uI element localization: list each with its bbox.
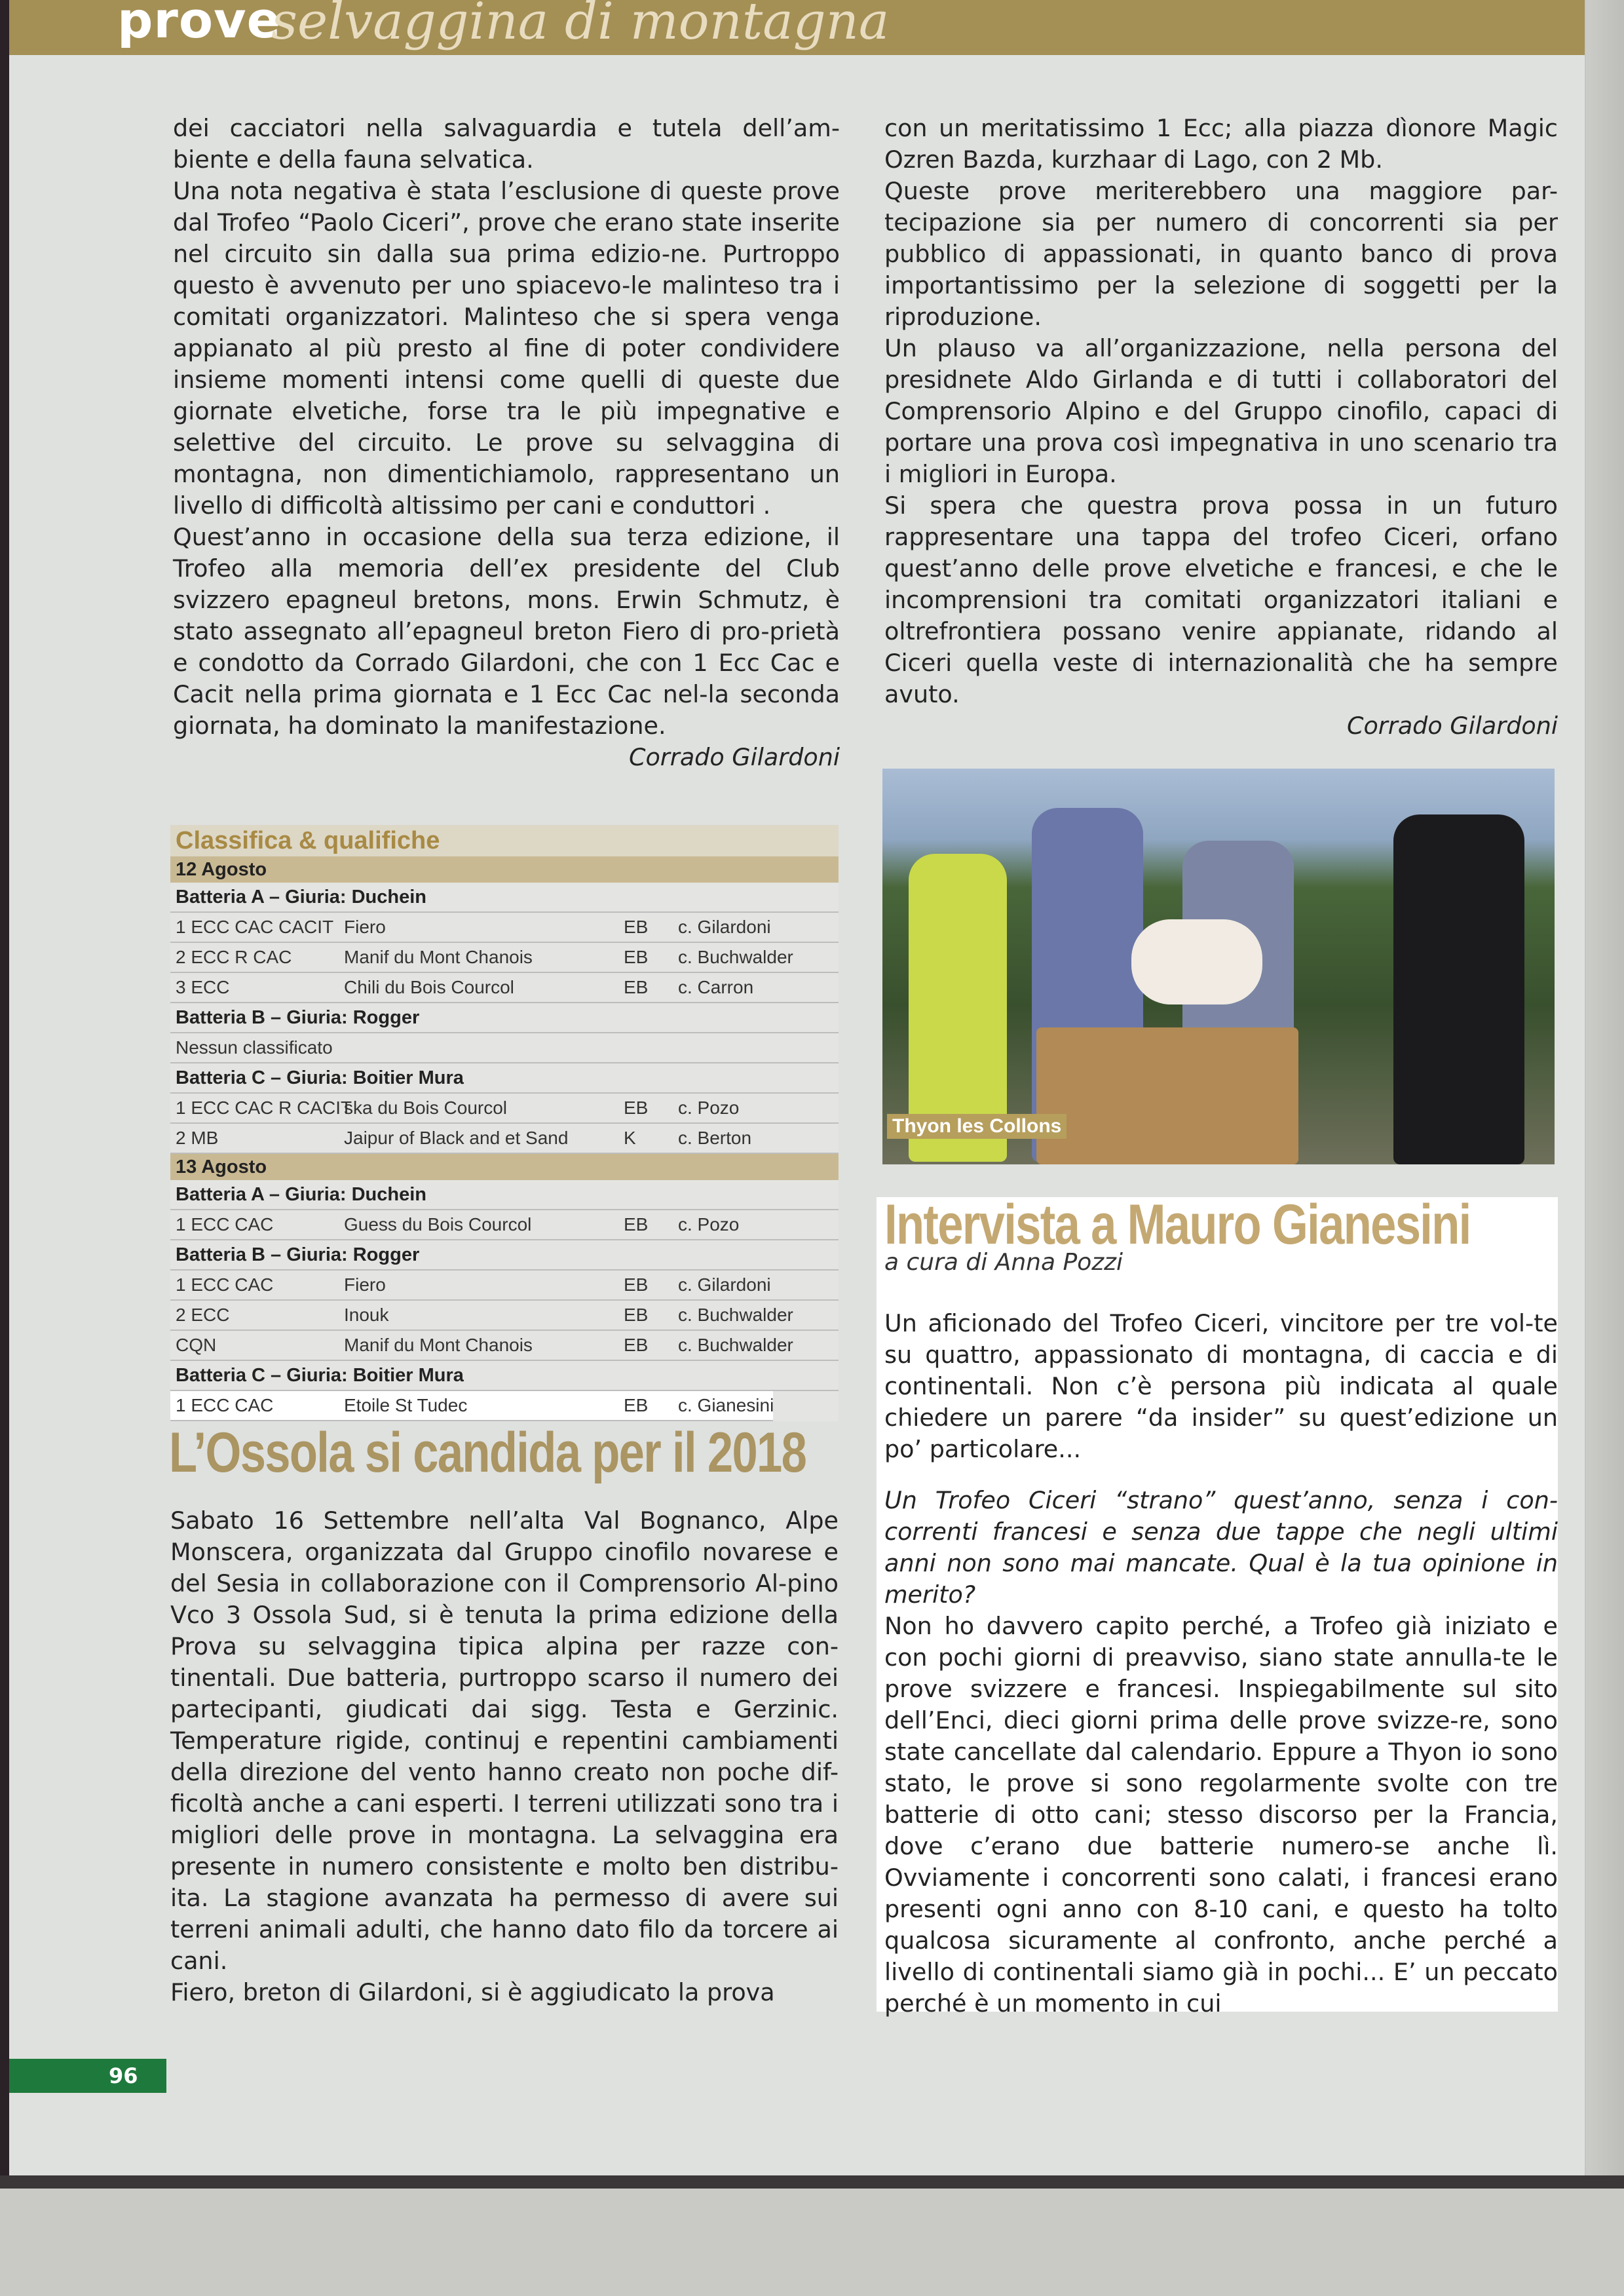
result-cell: 1 ECC CAC	[176, 1395, 274, 1415]
handler-cell: c. Buchwalder	[678, 1335, 793, 1355]
table-group: Batteria A – Giuria: Duchein	[170, 1180, 839, 1210]
left-article-text	[173, 113, 840, 773]
interview-text	[884, 1308, 1558, 2019]
handler-cell: c. Pozo	[678, 1098, 740, 1118]
interview-answer: Non ho davvero capito perché, a Trofeo già iniziato e con pochi giorni di preavviso, siano state annulla-te le prove svizzere e francesi. Inspiegabilmente sul sito dell’Enci, dieci giorni prima delle prove svizze-re, sono state cancellate dal calendario. Eppure a Thyon io sono stato, le prove si sono regolarmente svolte con tre batterie di otto cani; stesso discorso per la Francia, dove c’erano due batterie numero-se anche lì. Ovviamente i concorrenti sono calati, i francesi erano presenti ogni anno con 8-10 cani, e questo ha tolto qualcosa sicuramente al confronto, anche perché a livello di continentali siamo già in pochi... E’ un peccato perché è un momento in cui	[884, 1612, 1558, 2018]
dog-cell: Manif du Mont Chanois	[344, 1335, 533, 1355]
breed-cell: EB	[624, 1214, 649, 1234]
section-title: selvaggina di montagna	[271, 0, 890, 51]
table-group: Batteria C – Giuria: Boitier Mura	[170, 1063, 839, 1094]
table-note: Nessun classificato	[170, 1033, 839, 1063]
result-cell: 1 ECC CAC R CACIT	[176, 1098, 352, 1118]
paragraph: Una nota negativa è stata l’esclusione di queste prove dal Trofeo “Paolo Ciceri”, prove che erano state inserite nel circuito sin dalla sua prima edizio-ne. Purtroppo questo è avvenuto per uno spiacevo-le malinteso tra i comitati organizzatori. Malinteso che si spera venga appianato al più presto al fine di poter condividere insieme momenti intensi come quelli di queste due giornate elvetiche, forse tra le più impegnative e selettive del circuito. Le prove su selvaggina di montagna, non dimentichiamolo, rappresentano un livello di difficoltà altissimo per cani e conduttori .	[173, 177, 840, 520]
table-row	[170, 913, 839, 943]
page-bottom-shadow	[0, 2175, 1624, 2189]
paragraph: Un plauso va all’organizzazione, nella persona del presidnete Aldo Girlanda e di tutti i collaboratori del Comprensorio Alpino e del Gruppo cinofilo, capaci di portare una prova così impegnativa in uno scenario tra i migliori in Europa.	[884, 334, 1558, 488]
result-cell: 1 ECC CAC CACIT	[176, 917, 334, 937]
paragraph: Quest’anno in occasione della sua terza edizione, il Trofeo alla memoria dell’ex presidente del Club svizzero epagneul bretons, mons. Erwin Schmutz, è stato assegnato all’epagneul breton Fiero di pro-prietà e condotto da Corrado Gilardoni, che con 1 Ecc Cac e Cacit nella prima giornata e 1 Ecc Cac nel-la seconda giornata, ha dominato la manifestazione.	[173, 523, 840, 740]
dog-cell: ska du Bois Courcol	[344, 1098, 508, 1118]
table-row	[170, 1331, 839, 1361]
breed-cell: EB	[624, 977, 649, 997]
result-cell: CQN	[176, 1335, 217, 1355]
scan-background	[0, 2175, 1624, 2296]
article-signature: Corrado Gilardoni	[628, 743, 840, 771]
breed-cell: K	[624, 1128, 636, 1148]
table-group: Batteria A – Giuria: Duchein	[170, 883, 839, 913]
interview-intro: Un aficionado del Trofeo Ciceri, vincitore per tre vol-te su quattro, appassionato di montagna, di caccia e di continentali. Non c’è persona più indicata al quale chiedere un parere “da insider” su quest’edizione un po’ particolare...	[884, 1309, 1558, 1463]
dog-cell: Chili du Bois Courcol	[344, 977, 514, 997]
table-row	[170, 943, 839, 973]
interview-headline: Intervista a Mauro Gianesini	[884, 1193, 1471, 1256]
event-photo	[882, 769, 1555, 1164]
handler-cell: c. Buchwalder	[678, 947, 793, 967]
paragraph: Fiero, breton di Gilardoni, si è aggiudicato la prova	[170, 1978, 775, 2006]
ossola-headline: L’Ossola si candida per il 2018	[169, 1421, 806, 1484]
paragraph: con un meritatissimo 1 Ecc; alla piazza dìonore Magic Ozren Bazda, kurzhaar di Lago, con 2 Mb.	[884, 114, 1558, 174]
breed-cell: EB	[624, 1098, 649, 1118]
breed-cell: EB	[624, 1395, 649, 1415]
breed-cell: EB	[624, 917, 649, 937]
table-date: 12 Agosto	[170, 856, 839, 883]
table-row	[170, 1094, 839, 1124]
breed-cell: EB	[624, 1274, 649, 1295]
table-row	[170, 1124, 839, 1154]
result-cell: 3 ECC	[176, 977, 230, 997]
ossola-article-text	[170, 1505, 839, 2008]
article-signature: Corrado Gilardoni	[1346, 712, 1558, 740]
section-header	[9, 0, 1585, 55]
table-date: 13 Agosto	[170, 1154, 839, 1180]
section-label: prove	[117, 0, 282, 49]
result-cell: 2 ECC R CAC	[176, 947, 292, 967]
result-cell: 2 MB	[176, 1128, 219, 1148]
paragraph: dei cacciatori nella salvaguardia e tutela dell’am-biente e della fauna selvatica.	[173, 114, 840, 174]
table-row	[170, 1271, 839, 1301]
handler-cell: c. Gilardoni	[678, 1274, 771, 1295]
dog-cell: Guess du Bois Courcol	[344, 1214, 532, 1234]
handler-cell: c. Gianesini	[678, 1395, 774, 1415]
breed-cell: EB	[624, 947, 649, 967]
interview-byline: a cura di Anna Pozzi	[884, 1249, 1124, 1276]
results-table	[170, 825, 839, 1421]
dog-cell: Inouk	[344, 1305, 389, 1325]
table-row	[170, 973, 839, 1003]
binding-edge	[0, 0, 9, 2296]
table-title: Classifica & qualifiche	[170, 825, 839, 856]
dog-cell: Manif du Mont Chanois	[344, 947, 533, 967]
table-row	[170, 1210, 839, 1240]
paragraph: Queste prove meriterebbero una maggiore par-tecipazione sia per numero di concorrenti sia per pubblico di appassionati, in quanto banco di prova importantissimo per la selezione di soggetti per la riproduzione.	[884, 177, 1558, 331]
table-row	[170, 1301, 839, 1331]
dog-cell: Etoile St Tudec	[344, 1395, 468, 1415]
person-figure	[1393, 814, 1524, 1164]
interview-question: Un Trofeo Ciceri “strano” quest’anno, senza i con-correnti francesi e senza due tappe che negli ultimi anni non sono mai mancate. Qual è la tua opinione in merito?	[884, 1486, 1558, 1609]
table-group: Batteria B – Giuria: Rogger	[170, 1003, 839, 1033]
result-cell: 2 ECC	[176, 1305, 230, 1325]
dog-cell: Jaipur of Black and et Sand	[344, 1128, 569, 1148]
result-cell: 1 ECC CAC	[176, 1214, 274, 1234]
page-number: 96	[9, 2059, 166, 2093]
photo-caption: Thyon les Collons	[887, 1114, 1067, 1139]
trophy-plaque	[1036, 1027, 1298, 1164]
breed-cell: EB	[624, 1335, 649, 1355]
dog-cell: Fiero	[344, 1274, 386, 1295]
table-group: Batteria C – Giuria: Boitier Mura	[170, 1361, 839, 1391]
result-cell: 1 ECC CAC	[176, 1274, 274, 1295]
handler-cell: c. Buchwalder	[678, 1305, 793, 1325]
handler-cell: c. Gilardoni	[678, 917, 771, 937]
handler-cell: c. Pozo	[678, 1214, 740, 1234]
dog-figure	[1131, 919, 1262, 1004]
breed-cell: EB	[624, 1305, 649, 1325]
right-article-text	[884, 113, 1558, 742]
dog-cell: Fiero	[344, 917, 386, 937]
paragraph: Sabato 16 Settembre nell’alta Val Bognanco, Alpe Monscera, organizzata dal Gruppo cinofilo novarese e del Sesia in collaborazione con il Comprensorio Al-pino Vco 3 Ossola Sud, si è tenuta la prima edizione della Prova su selvaggina tipica alpina per razze con-tinentali. Due batteria, purtroppo scarso il numero dei partecipanti, giudicati dai sigg. Testa e Gerzinic. Temperature rigide, continuj e repentini cambiamenti della direzione del vento hanno creato non poche dif-ficoltà anche a cani esperti. I terreni utilizzati sono tra i migliori delle prove in montagna. La selvaggina era presente in numero consistente e molto ben distribu-ita. La stagione avanzata ha permesso di avere sui terreni animali adulti, che hanno dato filo da torcere ai cani.	[170, 1506, 839, 1975]
handler-cell: c. Berton	[678, 1128, 752, 1148]
table-row	[170, 1391, 773, 1421]
table-group: Batteria B – Giuria: Rogger	[170, 1240, 839, 1271]
paragraph: Si spera che questra prova possa in un futuro rappresentare una tappa del trofeo Ciceri, orfano quest’anno delle prove elvetiche e francesi, e che le incomprensioni tra comitati organizzatori italiani e oltrefrontiera possano venire appianate, ridando al Ciceri quella veste di internazionalità che ha sempre avuto.	[884, 491, 1558, 708]
handler-cell: c. Carron	[678, 977, 754, 997]
